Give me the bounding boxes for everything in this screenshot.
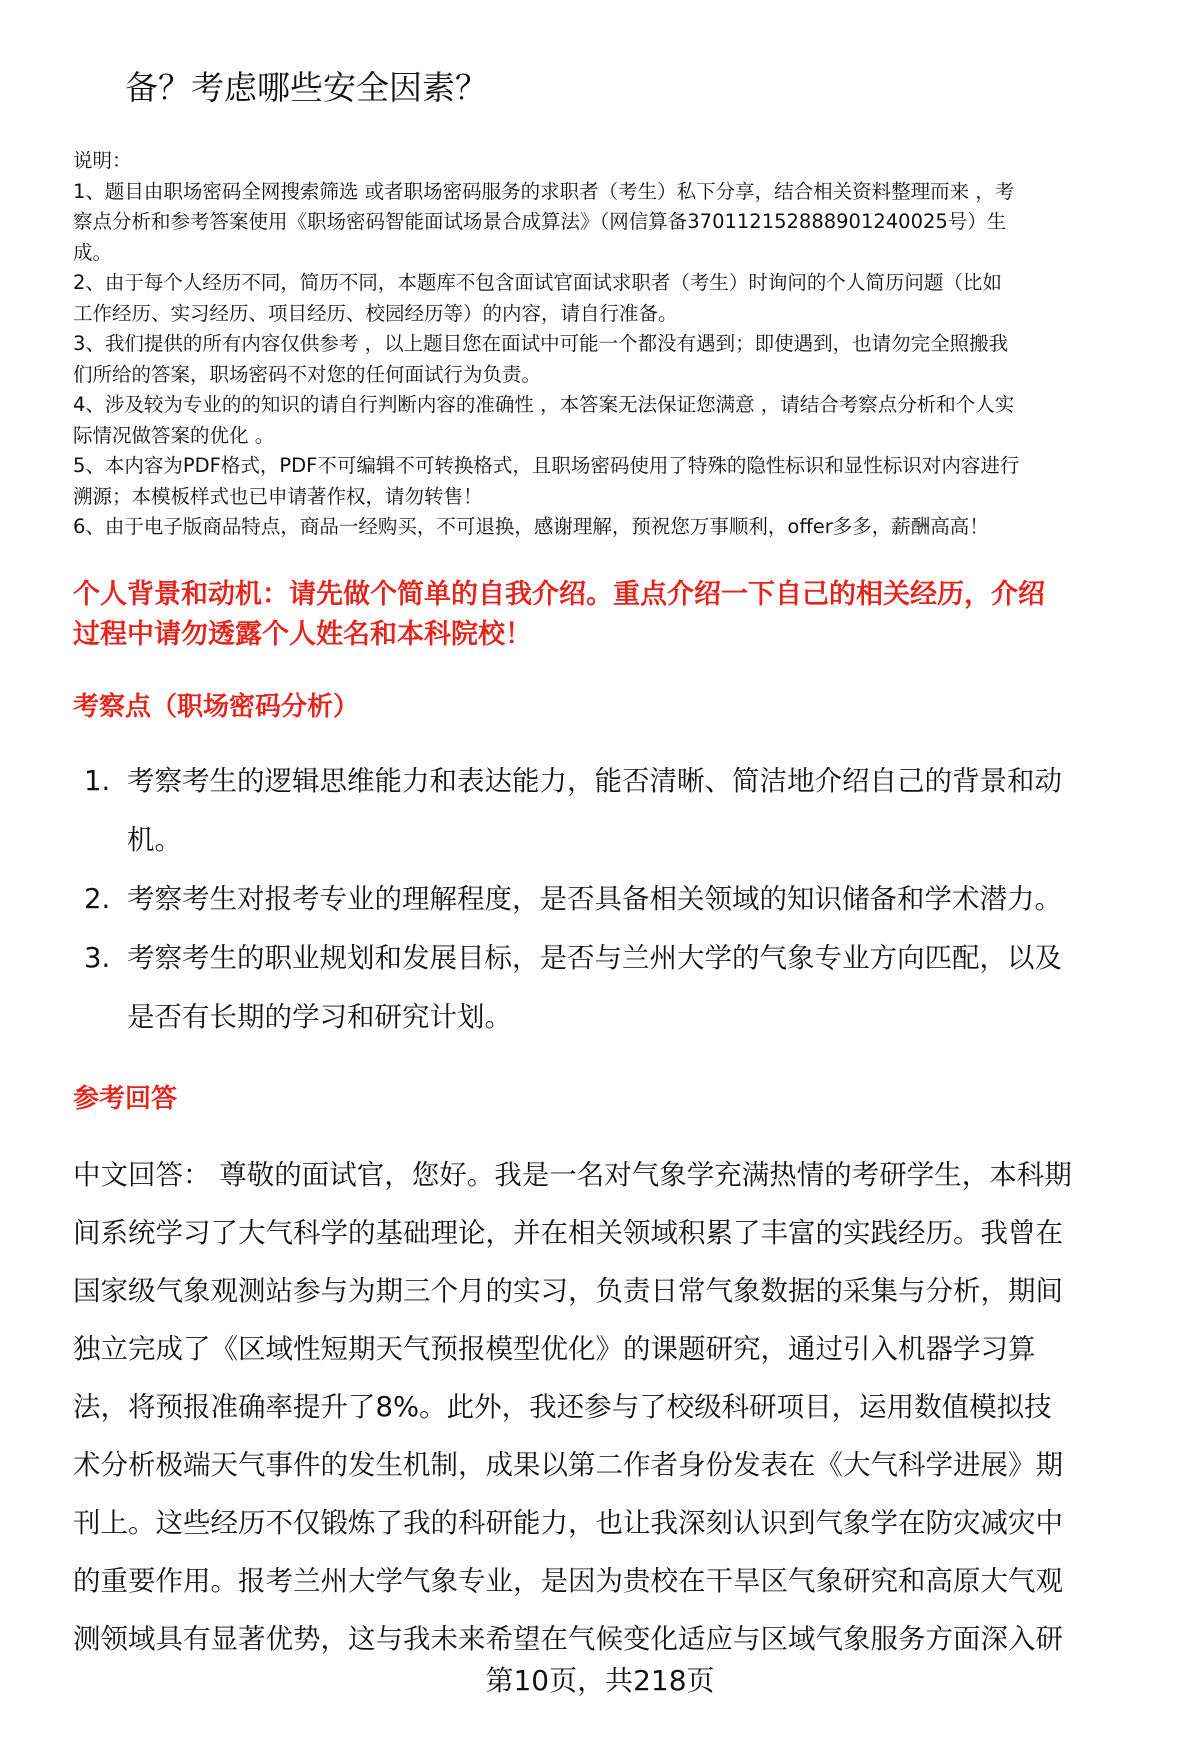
notes-line: 6、由于电子版商品特点，商品一经购买，不可退换，感谢理解，预祝您万事顺利，offer多多，薪酬高高！ [73, 515, 989, 538]
answer-line: 刊上。这些经历不仅锻炼了我的科研能力，也让我深刻认识到气象学在防灾减灾中 [73, 1507, 1063, 1539]
notes-line: 成。 [73, 240, 113, 264]
notes-line: 工作经历、实习经历、项目经历、校园经历等）的内容，请自行准备。 [73, 301, 678, 325]
answer-line: 法，将预报准确率提升了8%。此外，我还参与了校级科研项目，运用数值模拟技 [73, 1391, 1052, 1423]
notes-line: 2、由于每个人经历不同，简历不同，本题库不包含面试官面试求职者（考生）时询问的个人简历问题（比如 [73, 271, 1002, 294]
answer-line: 术分析极端天气事件的发生机制，成果以第二作者身份发表在《大气科学进展》期 [73, 1449, 1063, 1481]
notes-line: 3、我们提供的所有内容仅供参考 ，以上题目您在面试中可能一个都没有遇到；即使遇到，也请勿完全照搬我 [73, 332, 1009, 355]
list-number: 2. [84, 883, 111, 915]
analysis-heading: 考察点（职场密码分析） [73, 692, 360, 722]
list-number: 1. [84, 765, 111, 797]
list-item [84, 870, 1062, 929]
answer-line: 中文回答： 尊敬的面试官，您好。我是一名对气象学充满热情的考研学生，本科期 [73, 1159, 1072, 1191]
question-line: 过程中请勿透露个人姓名和本科院校！ [73, 619, 532, 650]
question-title-fragment: 备？考虑哪些安全因素？ [125, 68, 488, 107]
answer-paragraph [73, 1146, 1072, 1668]
answer-heading: 参考回答 [73, 1084, 178, 1114]
question-heading [73, 575, 1045, 655]
list-item-text: 考察考生的职业规划和发展目标，是否与兰州大学的气象专业方向匹配，以及 [127, 942, 1062, 974]
list-item [84, 929, 1062, 1047]
notes-line: 溯源；本模板样式也已申请著作权，请勿转售！ [73, 484, 483, 508]
answer-line: 国家级气象观测站参与为期三个月的实习，负责日常气象数据的采集与分析，期间 [73, 1275, 1063, 1307]
notes-line: 察点分析和参考答案使用《职场密码智能面试场景合成算法》（网信算备370112152888901240025号）生 [73, 210, 1007, 233]
page-number: 第10页，共218页 [485, 1664, 715, 1697]
answer-line: 测领域具有显著优势，这与我未来希望在气候变化适应与区域气象服务方面深入研 [73, 1623, 1063, 1655]
notes-line: 1、题目由职场密码全网搜索筛选 或者职场密码服务的求职者（考生）私下分享，结合相关资料整理而来 ，考 [73, 179, 1015, 203]
list-item-text: 机。 [127, 824, 182, 856]
notes-section [73, 146, 1019, 543]
notes-line: 们所给的答案，职场密码不对您的任何面试行为负责。 [73, 362, 542, 386]
list-item [84, 752, 1062, 870]
answer-line: 的重要作用。报考兰州大学气象专业，是因为贵校在干旱区气象研究和高原大气观 [73, 1565, 1063, 1597]
list-item-text: 是否有长期的学习和研究计划。 [127, 1001, 512, 1033]
answer-line: 独立完成了《区域性短期天气预报模型优化》的课题研究，通过引入机器学习算 [73, 1333, 1036, 1365]
analysis-list [84, 752, 1062, 1047]
notes-line: 际情况做答案的优化 。 [73, 423, 275, 447]
list-number: 3. [84, 942, 111, 974]
list-item-text: 考察考生对报考专业的理解程度，是否具备相关领域的知识储备和学术潜力。 [127, 883, 1062, 915]
list-item-text: 考察考生的逻辑思维能力和表达能力，能否清晰、简洁地介绍自己的背景和动 [127, 765, 1062, 797]
notes-line: 5、本内容为PDF格式，PDF不可编辑不可转换格式，且职场密码使用了特殊的隐性标识和显性标识对内容进行 [73, 454, 1020, 477]
notes-heading: 说明： [73, 149, 132, 172]
answer-line: 间系统学习了大气科学的基础理论，并在相关领域积累了丰富的实践经历。我曾在 [73, 1217, 1063, 1249]
notes-line: 4、涉及较为专业的的知识的请自行判断内容的准确性 ，本答案无法保证您满意 ，请结合考察点分析和个人实 [73, 393, 1015, 416]
question-line: 个人背景和动机：请先做个简单的自我介绍。重点介绍一下自己的相关经历，介绍 [73, 579, 1045, 610]
